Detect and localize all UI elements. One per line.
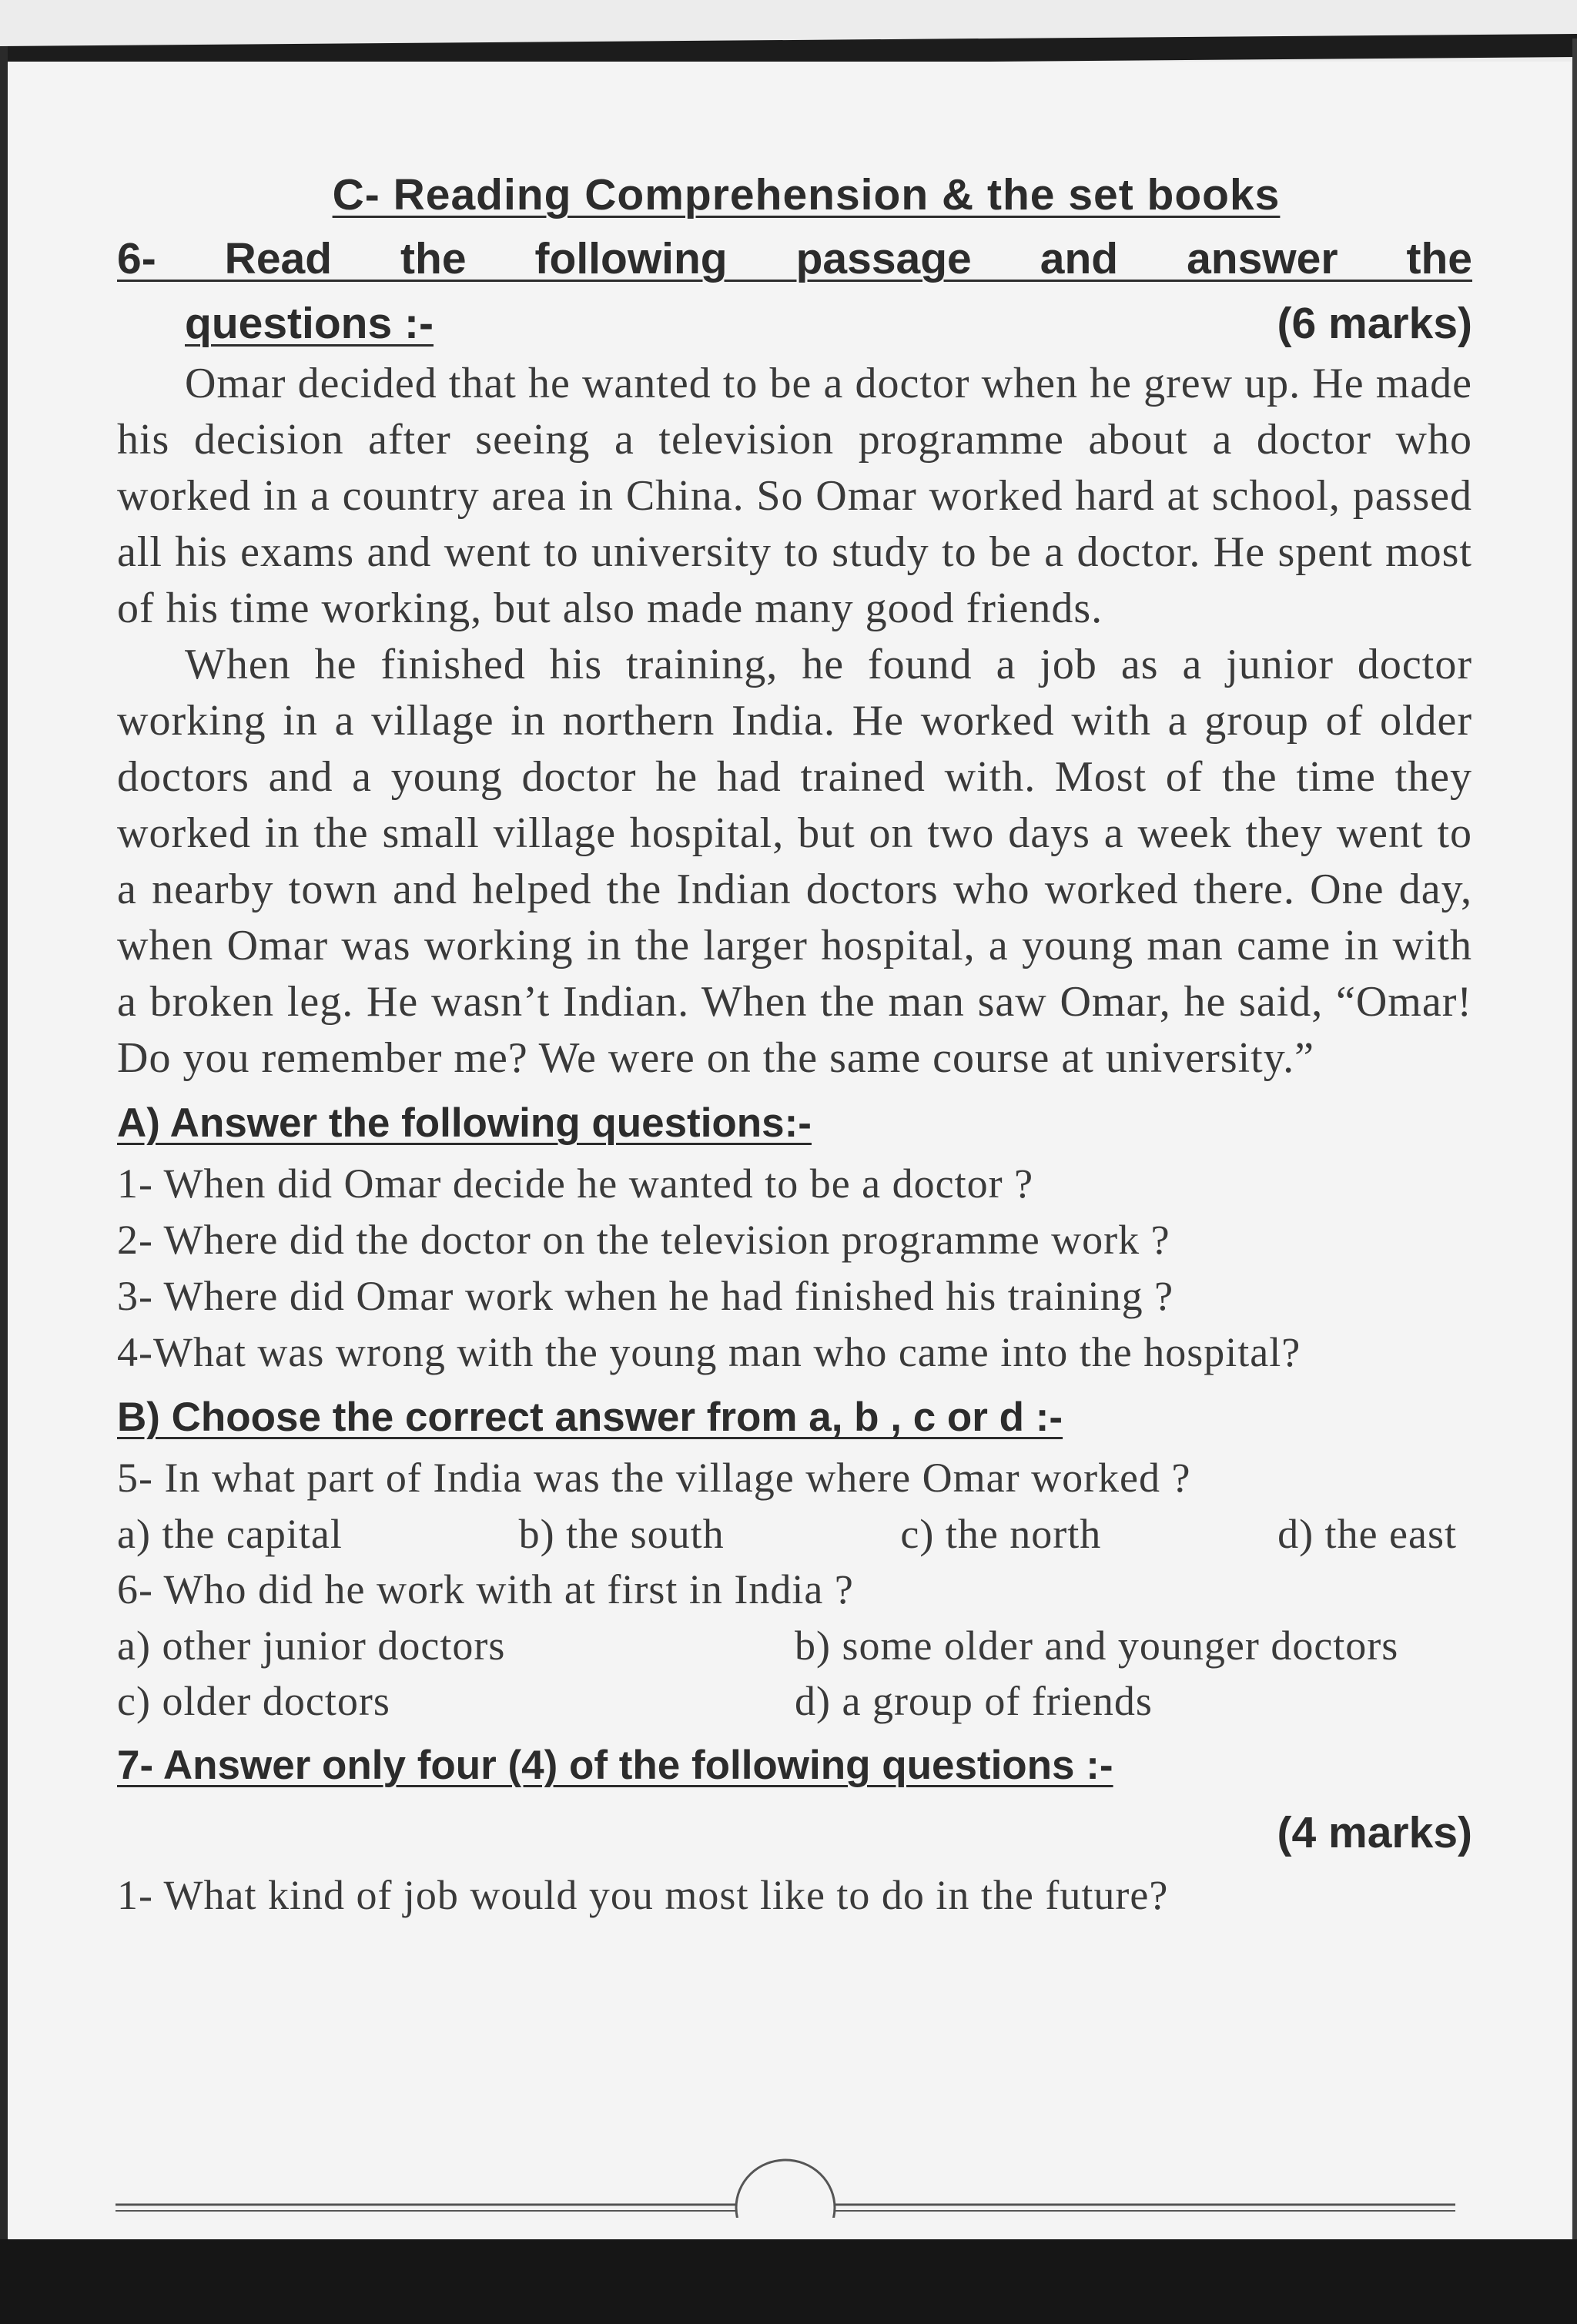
q6-title-line1: 6- Read the following passage and answer the: [117, 234, 1472, 283]
q5-option-a: a) the capital: [117, 1511, 343, 1557]
part-a-question-1: 1- When did Omar decide he wanted to be a doctor ?: [117, 1160, 1034, 1207]
q6-options-row2: [117, 1673, 1472, 1729]
left-edge: [0, 46, 8, 2255]
q6-option-b: b) some older and younger doctors: [795, 1622, 1399, 1669]
q5-option-b: b) the south: [518, 1511, 725, 1557]
q6-option-a: a) other junior doctors: [117, 1622, 506, 1669]
q7-question-1: 1- What kind of job would you most like to do in the future?: [117, 1872, 1169, 1918]
bottom-border-bar: [0, 2239, 1577, 2324]
section-title: C- Reading Comprehension & the set books: [332, 170, 1281, 219]
q6-option-d: d) a group of friends: [795, 1678, 1153, 1724]
passage-paragraph-2: When he finished his training, he found a job as a junior doctor working in a village in northern India. He worked with a group of older doctors and a young doctor he had trained with. Most of the time they worked in the small village hospital, but on two days a week they went to a nearby town and helped the Indian doctors who worked there. One day, when Omar was working in the larger hospital, a young man came in with a broken leg. He wasn’t Indian. When the man saw Omar, he said, “Omar! Do you remember me? We were on the same course at university.”: [117, 641, 1472, 1082]
q6-title-row2: [117, 291, 1472, 356]
part-a-question-2: 2- Where did the doctor on the television programme work ?: [117, 1217, 1170, 1263]
part-b-question-6: 6- Who did he work with at first in India ?: [117, 1566, 854, 1612]
part-b-question-5: 5- In what part of India was the village where Omar worked ?: [117, 1455, 1191, 1501]
q6-title-line2: questions :-: [185, 299, 434, 348]
page-divider: [116, 2118, 1455, 2218]
q5-option-c: c) the north: [900, 1511, 1102, 1557]
page-number-circle: [736, 2160, 835, 2218]
part-a-question-3: 3- Where did Omar work when he had finished his training ?: [117, 1273, 1174, 1319]
right-edge: [1572, 39, 1577, 2255]
part-b-heading: B) Choose the correct answer from a, b , c or d :-: [117, 1395, 1063, 1440]
page-content: [117, 169, 1472, 1924]
q7-heading: 7- Answer only four (4) of the following questions :-: [117, 1743, 1113, 1788]
exam-page: [8, 62, 1571, 2239]
passage-paragraph-1: Omar decided that he wanted to be a doctor when he grew up. He made his decision after seeing a television programme about a doctor who worked in a country area in China. So Omar worked hard at school, passed all his exams and went to university to study to be a doctor. He spent most of his time working, but also made many good friends.: [117, 360, 1472, 632]
q5-options: [117, 1506, 1472, 1562]
q5-option-d: d) the east: [1277, 1511, 1457, 1557]
reading-passage: [117, 356, 1472, 1087]
part-a-question-4: 4-What was wrong with the young man who came into the hospital?: [117, 1329, 1301, 1375]
q6-marks: (6 marks): [1277, 299, 1472, 348]
q6-option-c: c) older doctors: [117, 1678, 390, 1724]
part-a-heading: A) Answer the following questions:-: [117, 1100, 812, 1146]
q7-marks: (4 marks): [1277, 1808, 1472, 1857]
q6-options-row1: [117, 1618, 1472, 1673]
